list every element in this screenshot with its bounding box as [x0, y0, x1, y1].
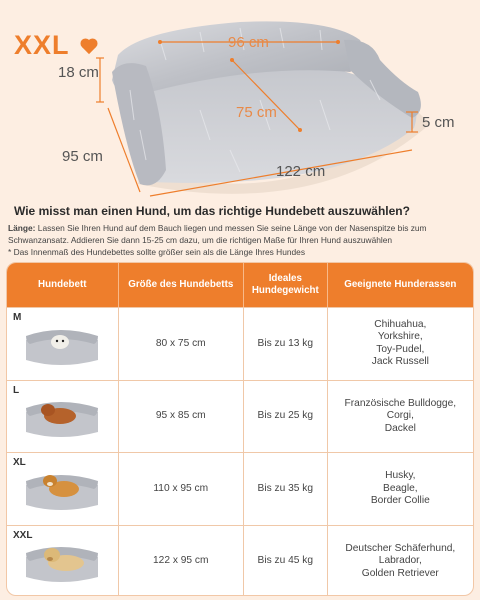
breed-item: Husky,: [385, 470, 416, 481]
breed-item: Labrador,: [378, 555, 422, 566]
breed-item: Französische Bulldogge,: [344, 397, 457, 409]
dog-weight: Bis zu 13 kg: [244, 308, 328, 380]
breed-item: Corgi,: [386, 410, 414, 421]
size-table: [6, 262, 474, 596]
size-label: XXL: [14, 30, 70, 60]
hero-section: [0, 0, 480, 198]
dim-side-height: 18 cm: [58, 64, 99, 81]
bed-with-dog-image: [20, 535, 104, 587]
breed-item: Dackel: [384, 422, 416, 434]
breed-item: Beagle,: [383, 482, 418, 494]
table-row: [7, 307, 473, 380]
bed-dims: 95 x 85 cm: [119, 381, 244, 453]
breed-list: [328, 308, 473, 380]
bed-illustration: [0, 0, 480, 198]
row-size: M: [13, 312, 22, 323]
breed-item: Deutscher Schäferhund,: [345, 542, 456, 554]
table-header: [7, 263, 473, 307]
bed-with-dog-image: [20, 390, 104, 442]
bed-dims: 80 x 75 cm: [119, 308, 244, 380]
table-row: [7, 525, 473, 597]
breed-item: Golden Retriever: [361, 567, 439, 579]
header-weight: Ideales Hundegewicht: [244, 263, 328, 307]
bed-dims: 122 x 95 cm: [119, 526, 244, 597]
length-text: Lassen Sie Ihren Hund auf dem Bauch liegen und messen Sie seine Länge von der Nasenspitze bis zum Schwanzansatz. Addieren Sie dann 15-25 cm dazu, um die richtigen Maße für Ihren Hund auszuwählen: [8, 223, 427, 245]
table-row: [7, 452, 473, 525]
breed-item: Border Collie: [370, 495, 430, 506]
dog-weight: Bis zu 45 kg: [244, 526, 328, 597]
breed-item: Jack Russell: [371, 356, 429, 368]
bed-with-dog-image: [20, 463, 104, 515]
dim-width-top: 96 cm: [228, 34, 269, 51]
bed-cell: [7, 308, 119, 380]
header-breeds: Geeignete Hunderassen: [344, 279, 457, 290]
row-size: XL: [13, 457, 26, 468]
dim-cushion-height: 5 cm: [422, 114, 455, 131]
breed-item: Toy-Pudel,: [376, 343, 425, 355]
header-bed-size: Größe des Hundebetts: [119, 263, 244, 307]
breed-list: [328, 526, 473, 597]
measure-heading: Wie misst man einen Hund, um das richtige Hundebett auszuwählen?: [14, 204, 410, 218]
bed-cell: [7, 453, 119, 525]
table-row: [7, 380, 473, 453]
dim-inner-depth: 75 cm: [236, 104, 277, 121]
bed-with-dog-image: [20, 318, 104, 370]
dim-length: 122 cm: [276, 163, 326, 180]
measure-description: [8, 222, 474, 258]
dog-weight: Bis zu 35 kg: [244, 453, 328, 525]
breed-item: Yorkshire,: [377, 331, 423, 343]
breed-item: Chihuahua,: [374, 318, 427, 330]
dim-depth: 95 cm: [62, 148, 103, 165]
size-note: * Das Innenmaß des Hundebettes sollte größer sein als die Länge Ihres Hundes: [8, 247, 306, 257]
bed-cell: [7, 381, 119, 453]
bed-cell: [7, 526, 119, 597]
row-size: XXL: [13, 529, 33, 541]
row-size: L: [13, 384, 20, 396]
dog-weight: Bis zu 25 kg: [244, 381, 328, 453]
bed-dims: 110 x 95 cm: [119, 453, 244, 525]
breed-list: [328, 453, 473, 525]
length-label: Länge:: [8, 223, 36, 233]
header-bed: Hundebett: [7, 263, 119, 307]
breed-list: [328, 381, 473, 453]
